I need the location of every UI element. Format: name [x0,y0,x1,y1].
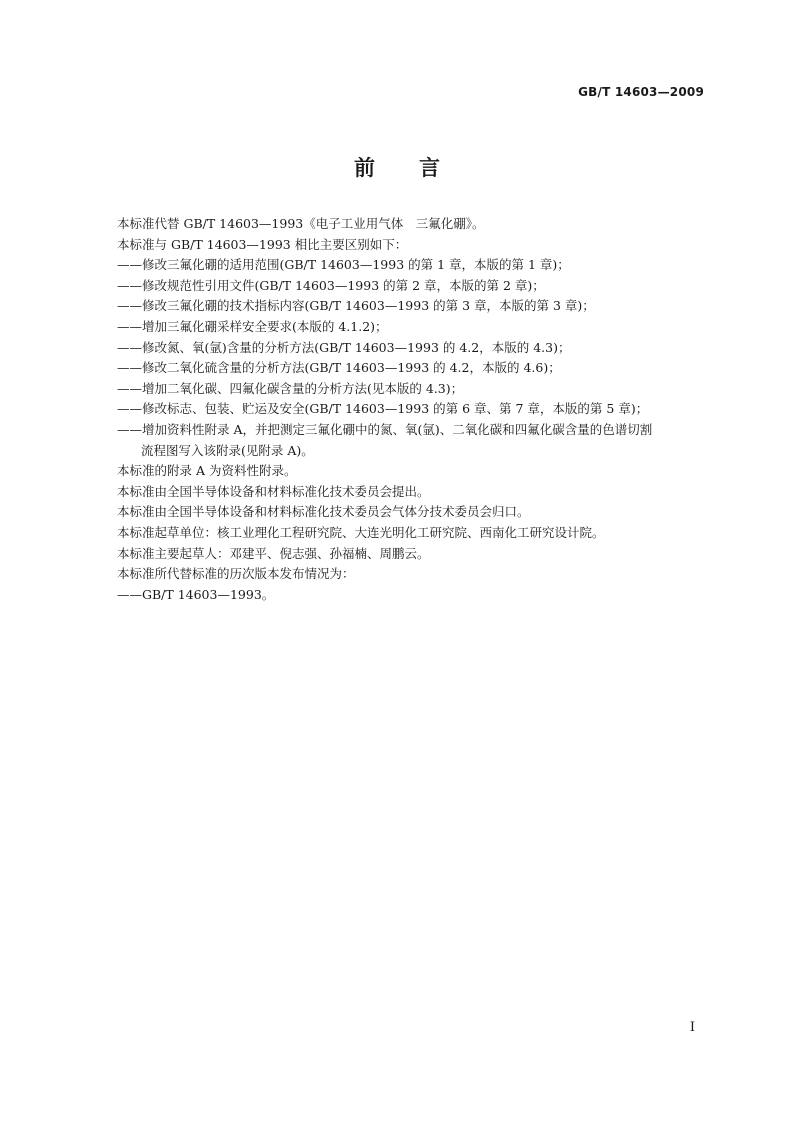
list-item: ——修改规范性引用文件(GB/T 14603—1993 的第 2 章，本版的第 2 章)； [117,277,545,293]
paragraph-line: 本标准的附录 A 为资料性附录。 [117,463,297,479]
paragraph-line: 本标准与 GB/T 14603—1993 相比主要区别如下： [117,236,408,252]
list-item: ——修改三氟化硼的适用范围(GB/T 14603—1993 的第 1 章，本版的第 1 章)； [117,257,570,273]
list-item: ——增加三氟化硼采样安全要求(本版的 4.1.2)； [117,318,388,334]
list-item-continuation: 流程图写入该附录(见附录 A)。 [141,442,314,458]
paragraph-line: 本标准起草单位：核工业理化工程研究院、大连光明化工研究院、西南化工研究设计院。 [117,524,605,540]
document-code: GB/T 14603—2009 [578,85,704,99]
list-item: ——修改标志、包装、贮运及安全(GB/T 14603—1993 的第 6 章、第 7 章，本版的第 5 章)； [117,401,649,417]
paragraph-line: 本标准代替 GB/T 14603—1993《电子工业用气体 三氟化硼》。 [117,216,485,231]
list-item: ——GB/T 14603—1993。 [117,586,275,602]
paragraph-line: 本标准由全国半导体设备和材料标准化技术委员会气体分技术委员会归口。 [117,504,530,520]
paragraph-line: 本标准所代替标准的历次版本发布情况为： [117,566,355,582]
list-item: ——修改二氧化硫含量的分析方法(GB/T 14603—1993 的 4.2，本版的 4.6)； [117,360,561,376]
list-item: ——增加资料性附录 A，并把测定三氟化硼中的氮、氧(氩)、二氧化碳和四氟化碳含量的色谱切割 [117,421,653,437]
page-title: 前言 [354,156,484,180]
list-item: ——修改氮、氧(氩)含量的分析方法(GB/T 14603—1993 的 4.2，本版的 4.3)； [117,339,571,355]
list-item: ——修改三氟化硼的技术指标内容(GB/T 14603—1993 的第 3 章，本版的第 3 章)； [117,298,595,314]
paragraph-line: 本标准由全国半导体设备和材料标准化技术委员会提出。 [117,483,430,499]
list-item: ——增加二氧化碳、四氟化碳含量的分析方法(见本版的 4.3)； [117,380,464,396]
page-number: I [689,1020,695,1035]
paragraph-line: 本标准主要起草人：邓建平、倪志强、孙福楠、周鹏云。 [117,545,430,561]
foreword-body [117,214,717,605]
